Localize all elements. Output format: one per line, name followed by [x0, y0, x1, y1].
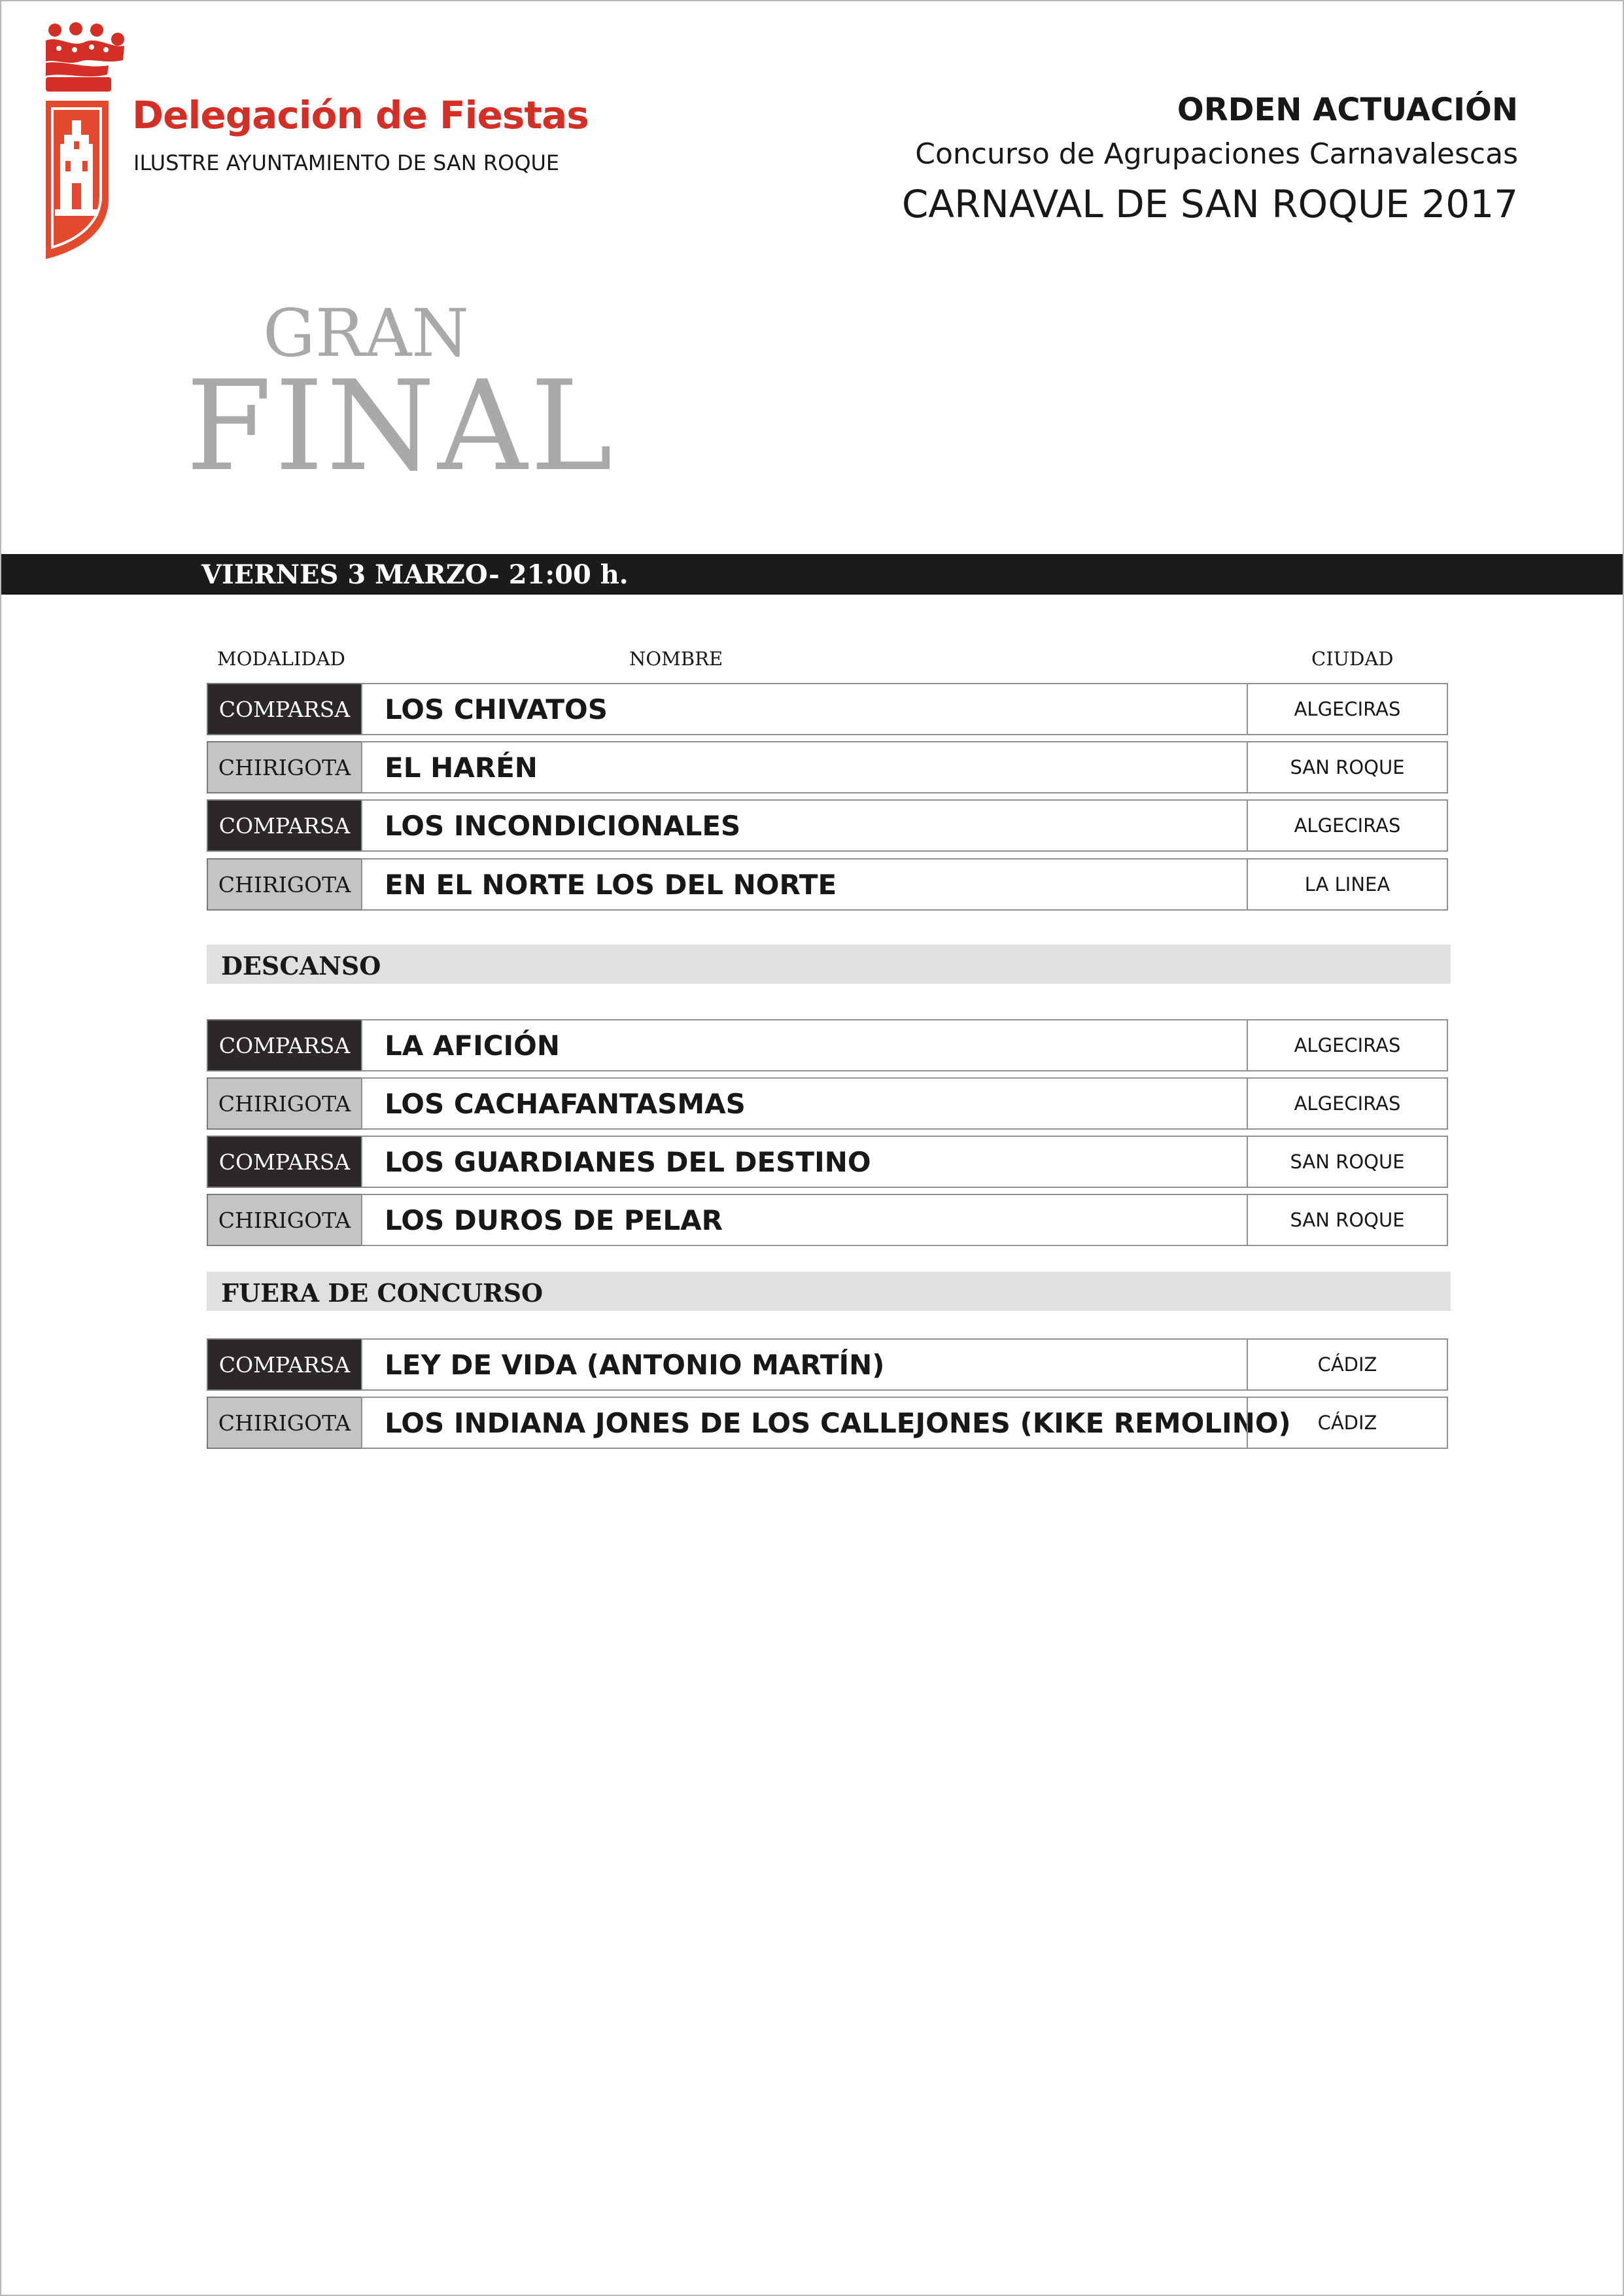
- document-title: ORDEN ACTUACIÓN: [1177, 92, 1518, 128]
- ciudad-cell: CÁDIZ: [1247, 1397, 1448, 1449]
- column-header-nombre: NOMBRE: [629, 648, 723, 670]
- table-row: [207, 799, 1448, 852]
- table-row: [207, 1338, 1448, 1391]
- modalidad-cell: COMPARSA: [207, 1019, 362, 1071]
- modalidad-cell: COMPARSA: [207, 683, 362, 735]
- modalidad-cell: COMPARSA: [207, 1136, 362, 1188]
- break-label: DESCANSO: [221, 951, 381, 981]
- nombre-cell: LOS CHIVATOS: [361, 683, 1248, 735]
- ciudad-cell: SAN ROQUE: [1247, 741, 1448, 793]
- modalidad-cell: CHIRIGOTA: [207, 858, 362, 911]
- document-subtitle: Concurso de Agrupaciones Carnavalescas: [915, 137, 1518, 171]
- ciudad-cell: LA LINEA: [1247, 858, 1448, 911]
- nombre-cell: LOS DUROS DE PELAR: [361, 1194, 1248, 1246]
- modalidad-cell: COMPARSA: [207, 799, 362, 852]
- ciudad-cell: ALGECIRAS: [1247, 1019, 1448, 1071]
- nombre-cell: LOS GUARDIANES DEL DESTINO: [361, 1136, 1248, 1188]
- nombre-cell: LOS INDIANA JONES DE LOS CALLEJONES (KIKE REMOLINO): [361, 1397, 1248, 1449]
- table-row: [207, 1136, 1448, 1188]
- modalidad-cell: CHIRIGOTA: [207, 1397, 362, 1449]
- title-final: FINAL: [186, 354, 615, 498]
- title-gran: GRAN: [263, 295, 469, 372]
- out-of-contest-section: [207, 1272, 1451, 1311]
- modalidad-cell: CHIRIGOTA: [207, 741, 362, 793]
- crowned-castle-shield-icon: [46, 22, 132, 264]
- break-section: [207, 945, 1451, 984]
- column-header-ciudad: CIUDAD: [1311, 648, 1394, 670]
- ciudad-cell: SAN ROQUE: [1247, 1136, 1448, 1188]
- table-row: [207, 741, 1448, 793]
- modalidad-cell: CHIRIGOTA: [207, 1194, 362, 1246]
- ciudad-cell: ALGECIRAS: [1247, 1077, 1448, 1130]
- ciudad-cell: ALGECIRAS: [1247, 799, 1448, 852]
- table-row: [207, 1019, 1448, 1071]
- modalidad-cell: CHIRIGOTA: [207, 1077, 362, 1130]
- nombre-cell: LA AFICIÓN: [361, 1019, 1248, 1071]
- nombre-cell: EN EL NORTE LOS DEL NORTE: [361, 858, 1248, 911]
- table-row: [207, 1397, 1448, 1449]
- table-row: [207, 858, 1448, 911]
- column-header-modalidad: MODALIDAD: [217, 648, 345, 670]
- nombre-cell: EL HARÉN: [361, 741, 1248, 793]
- ciudad-cell: ALGECIRAS: [1247, 683, 1448, 735]
- org-name: Delegación de Fiestas: [132, 93, 589, 137]
- table-row: [207, 1194, 1448, 1246]
- nombre-cell: LOS INCONDICIONALES: [361, 799, 1248, 852]
- ciudad-cell: CÁDIZ: [1247, 1338, 1448, 1391]
- org-subtitle: ILUSTRE AYUNTAMIENTO DE SAN ROQUE: [133, 150, 560, 175]
- table-row: [207, 683, 1448, 735]
- date-text: VIERNES 3 MARZO- 21:00 h.: [201, 559, 629, 590]
- table-row: [207, 1077, 1448, 1130]
- modalidad-cell: COMPARSA: [207, 1338, 362, 1391]
- nombre-cell: LEY DE VIDA (ANTONIO MARTÍN): [361, 1338, 1248, 1391]
- date-bar: [1, 554, 1624, 595]
- out-of-contest-label: FUERA DE CONCURSO: [221, 1278, 544, 1308]
- ciudad-cell: SAN ROQUE: [1247, 1194, 1448, 1246]
- event-name: CARNAVAL DE SAN ROQUE 2017: [901, 182, 1518, 226]
- nombre-cell: LOS CACHAFANTASMAS: [361, 1077, 1248, 1130]
